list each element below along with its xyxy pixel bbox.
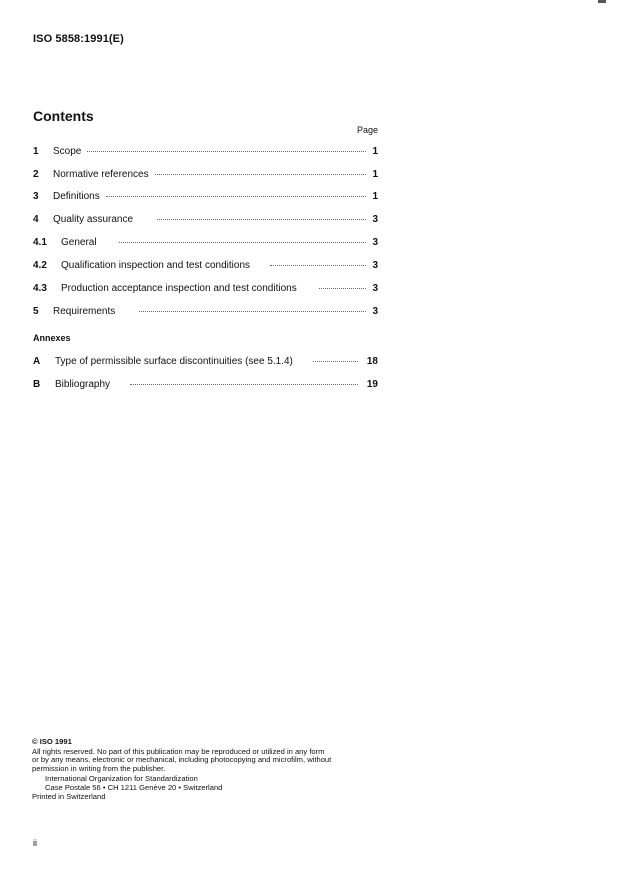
toc-entry-number: 4.2 — [33, 260, 47, 271]
rights-text-line-2: or by any means, electronic or mechanical, including photocopying and microfilm, without — [32, 755, 332, 765]
toc-entry-page: 3 — [372, 306, 378, 317]
toc-leader-dots — [130, 384, 358, 385]
toc-entry-page: 3 — [372, 214, 378, 225]
toc-leader-dots — [119, 242, 367, 243]
organization-name: International Organization for Standardization — [45, 774, 198, 784]
copyright-notice — [32, 738, 382, 801]
annex-entry-b[interactable] — [33, 379, 378, 393]
toc-entry-number: 4.1 — [33, 237, 47, 248]
toc-entry-production-acceptance[interactable] — [33, 283, 378, 297]
annex-entry-page: 19 — [366, 379, 378, 390]
annex-entry-letter: B — [33, 379, 41, 390]
toc-entry-page: 1 — [372, 191, 378, 202]
toc-entry-normative-references[interactable] — [33, 169, 378, 183]
annex-entry-page: 18 — [366, 356, 378, 367]
toc-entry-number: 1 — [33, 146, 39, 157]
rights-text-line-3: permission in writing from the publisher. — [32, 763, 166, 773]
organization-address: Case Postale 56 • CH 1211 Genève 20 • Switzerland — [45, 782, 223, 792]
copyright-line: © ISO 1991 — [32, 737, 72, 746]
toc-entry-quality-assurance[interactable] — [33, 214, 378, 228]
toc-entry-title: Definitions — [53, 191, 100, 202]
annexes-heading: Annexes — [33, 333, 71, 343]
annex-entry-a[interactable] — [33, 356, 378, 370]
toc-entry-qualification-inspection[interactable] — [33, 260, 378, 274]
annex-entry-title: Type of permissible surface discontinuities (see 5.1.4) — [55, 356, 293, 367]
toc-leader-dots — [270, 265, 366, 266]
toc-entry-page: 1 — [372, 146, 378, 157]
toc-entry-number: 3 — [33, 191, 39, 202]
toc-leader-dots — [313, 361, 358, 362]
toc-entry-title: Requirements — [53, 306, 116, 317]
toc-entry-scope[interactable] — [33, 146, 378, 160]
toc-entry-requirements[interactable] — [33, 306, 378, 320]
toc-leader-dots — [157, 219, 366, 220]
toc-entry-definitions[interactable] — [33, 191, 378, 205]
toc-entry-page: 3 — [372, 260, 378, 271]
page-column-label: Page — [356, 125, 378, 135]
toc-entry-title: Production acceptance inspection and test conditions — [61, 283, 297, 294]
standard-identifier: ISO 5858:1991(E) — [33, 33, 124, 45]
toc-entry-general[interactable] — [33, 237, 378, 251]
rights-text-line-1: All rights reserved. No part of this publication may be reproduced or utilized in any form — [32, 746, 325, 756]
toc-entry-page: 3 — [372, 283, 378, 294]
toc-entry-number: 4 — [33, 214, 39, 225]
annex-entry-title: Bibliography — [55, 379, 111, 390]
toc-entry-page: 3 — [372, 237, 378, 248]
contents-heading: Contents — [33, 108, 94, 124]
toc-leader-dots — [87, 151, 366, 152]
toc-entry-number: 4.3 — [33, 283, 47, 294]
toc-entry-page: 1 — [372, 169, 378, 180]
page-number: ii — [33, 838, 37, 848]
toc-leader-dots — [139, 311, 366, 312]
toc-entry-number: 2 — [33, 169, 39, 180]
toc-entry-title: Normative references — [53, 169, 149, 180]
printed-location: Printed in Switzerland — [32, 791, 106, 801]
toc-entry-title: Qualification inspection and test conditions — [61, 260, 251, 271]
toc-leader-dots — [155, 174, 367, 175]
toc-entry-title: Quality assurance — [53, 214, 134, 225]
toc-entry-number: 5 — [33, 306, 39, 317]
page-corner-mark — [598, 0, 606, 3]
toc-leader-dots — [106, 196, 367, 197]
toc-entry-title: General — [61, 237, 97, 248]
toc-leader-dots — [319, 288, 367, 289]
toc-entry-title: Scope — [53, 146, 82, 157]
annex-entry-letter: A — [33, 356, 41, 367]
